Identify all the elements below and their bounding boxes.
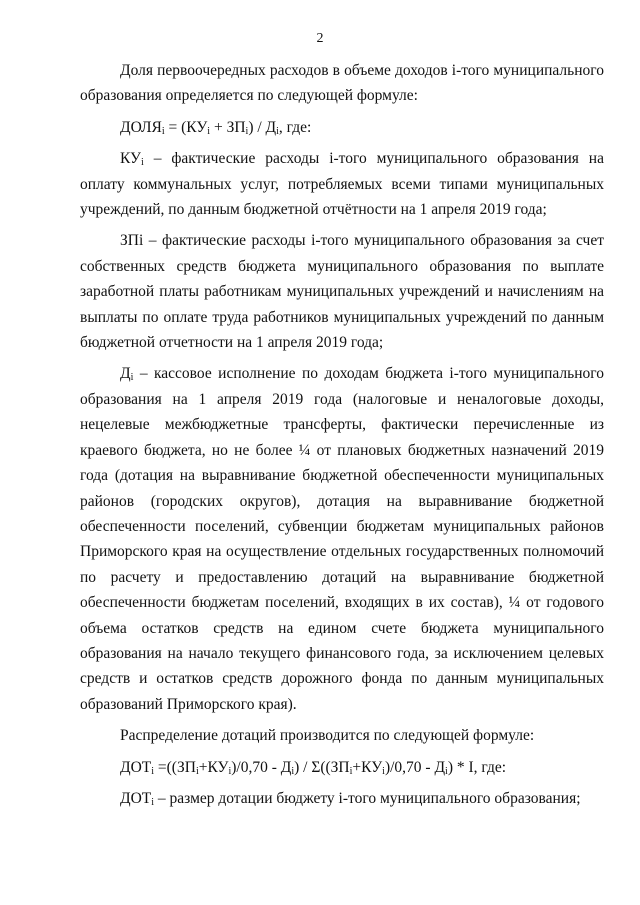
ky-definition: $КУ_i$ – фактические расходы i-того муниципального образования на оплату коммунальных услуг, потребляемых всеми типами муниципальных учреждений, по данным бюджетной отчётности на 1 апреля 2019 года; <box>80 150 604 219</box>
document-body <box>80 58 604 811</box>
page-number: 2 <box>316 31 324 46</box>
subsidy-formula: $ДОТ_i =((ЗП_i+КУ_i)/0,70 - Д_i) / \Sigma((ЗП_i+КУ_i)/0,70 - Д_i) * I$, где: <box>120 758 507 777</box>
share-formula: $ДОЛЯ_i = (КУ_i + ЗП_i) / Д_i$, где: <box>120 118 312 137</box>
dot-definition: $ДОТ_i$ – размер дотации бюджету i-того муниципального образования; <box>120 789 581 808</box>
d-definition: $Д_i$ – кассовое исполнение по доходам бюджета i-того муниципального образования на 1 апреля 2019 года (налоговые и неналоговые доходы, нецелевые межбюджетные трансферты, фактически перечисленные из краевого бюджета, но не более ¼ от плановых бюджетных назначений 2019 года (дотация на выравнивание бюджетной обеспеченности муниципальных районов (городских округов), дотация на выравнивание бюджетной обеспеченности поселений, субвенции бюджетам муниципальных районов Приморского края на осуществление отдельных государственных полномочий по расчету и предоставлению дотаций на выравнивание бюджетной обеспеченности бюджетам поселений, входящих в их состав), ¼ от годового объема остатков средств на едином счете бюджета муниципального образования на начало текущего финансового года, за исключением целевых средств и остатков средств дорожного фонда по данным муниципальных образований Приморского края). <box>80 365 605 713</box>
distribution-paragraph: Распределение дотаций производится по следующей формуле: <box>120 727 535 745</box>
zp-definition: ЗПi – фактические расходы i-того муниципального образования за счет собственных средств бюджета муниципального образования по выплате заработной платы работникам муниципальных учреждений и начислениям на выплаты по оплате труда работников муниципальных учреждений по данным бюджетной отчетности на 1 апреля 2019 года; <box>80 232 605 352</box>
intro-paragraph: Доля первоочередных расходов в объеме доходов i-того муниципального образования определяется по следующей формуле: <box>80 62 604 105</box>
